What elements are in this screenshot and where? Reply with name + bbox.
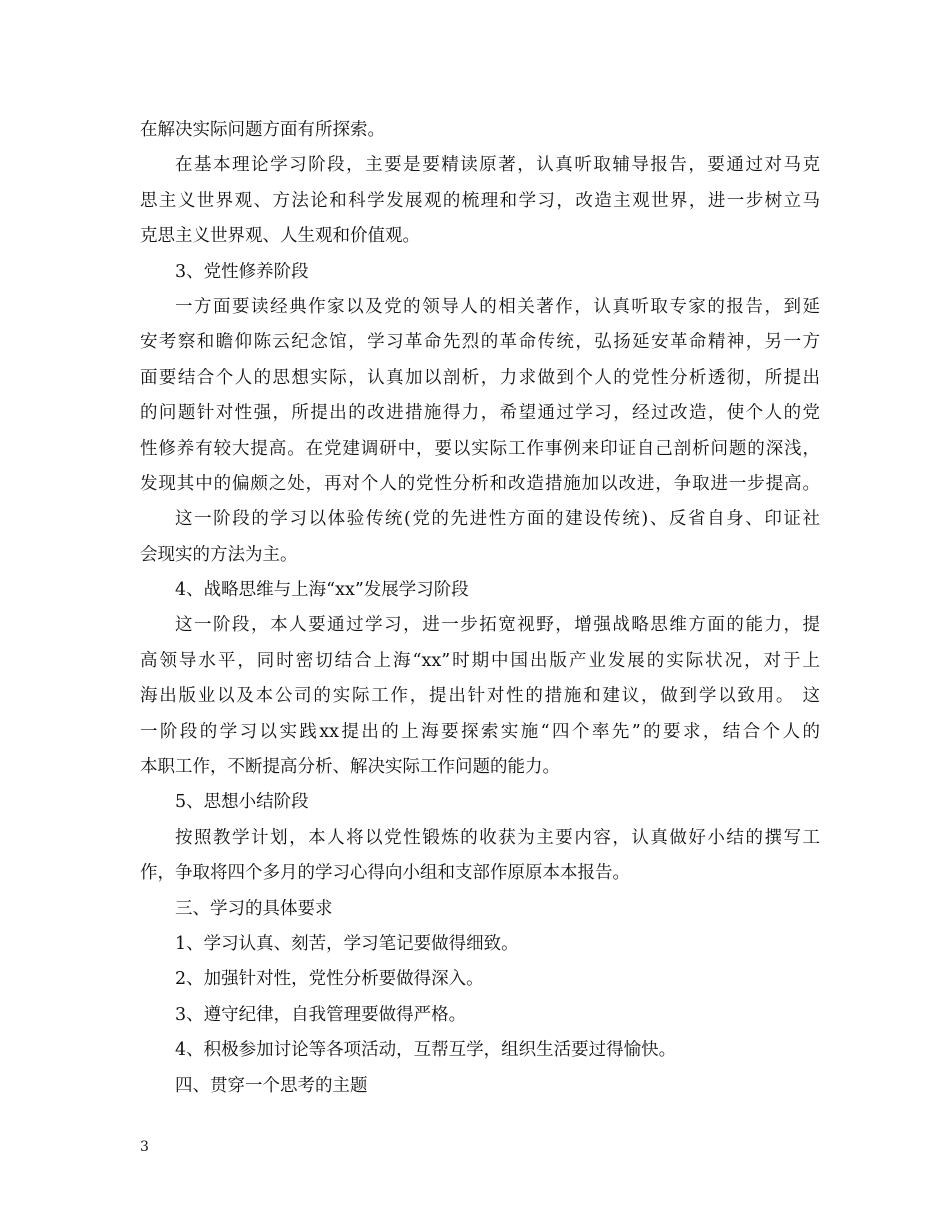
text-line: 作，争取将四个多月的学习心得向小组和支部作原原本本报告。 <box>140 863 630 884</box>
text-line: 性修养有较大提高。在党建调研中，要以实际工作事例来印证自己剖析问题的深浅， <box>140 438 820 459</box>
text-line: 高领导水平，同时密切结合上海“xx”时期中国出版产业发展的实际状况，对于上 <box>140 650 820 671</box>
text-line: 安考察和瞻仰陈云纪念馆，学习革命先烈的革命传统，弘扬延安革命精神，另一方 <box>140 332 820 353</box>
text-line: 一阶段的学习以实践xx提出的上海要探索实施“四个率先”的要求，结合个人的 <box>140 721 820 742</box>
text-line: 按照教学计划，本人将以党性锻炼的收获为主要内容，认真做好小结的撰写工 <box>175 827 820 848</box>
text-line: 3、党性修养阶段 <box>175 261 309 282</box>
text-line: 4、战略思维与上海“xx”发展学习阶段 <box>175 580 469 601</box>
text-line: 本职工作，不断提高分析、解决实际工作问题的能力。 <box>140 757 560 778</box>
text-line: 一方面要读经典作家以及党的领导人的相关著作，认真听取专家的报告，到延 <box>175 296 820 317</box>
text-line: 三、学习的具体要求 <box>175 898 333 919</box>
page-number: 3 <box>140 1139 149 1155</box>
text-line: 发现其中的偏颇之处，再对个人的党性分析和改造措施加以改进，争取进一步提高。 <box>140 473 820 494</box>
text-line: 在解决实际问题方面有所探索。 <box>140 120 385 140</box>
text-line: 2、加强针对性，党性分析要做得深入。 <box>175 969 484 990</box>
document-body <box>140 113 820 1104</box>
text-line: 1、学习认真、刻苦，学习笔记要做得细致。 <box>175 933 519 954</box>
text-line: 四、贯穿一个思考的主题 <box>175 1075 368 1096</box>
text-line: 思主义世界观、方法论和科学发展观的梳理和学习，改造主观世界，进一步树立马 <box>140 190 820 211</box>
text-line: 5、思想小结阶段 <box>175 792 309 813</box>
text-line: 4、积极参加讨论等各项活动，互帮互学，组织生活要过得愉快。 <box>175 1040 677 1061</box>
text-line: 3、遵守纪律，自我管理要做得严格。 <box>175 1004 467 1025</box>
text-line: 海出版业以及本公司的实际工作，提出针对性的措施和建议，做到学以致用。 这 <box>140 686 820 707</box>
text-line: 这一阶段的学习以体验传统(党的先进性方面的建设传统)、反省自身、印证社 <box>175 509 820 530</box>
text-line: 在基本理论学习阶段，主要是要精读原著，认真听取辅导报告，要通过对马克 <box>175 155 820 176</box>
text-line: 面要结合个人的思想实际，认真加以剖析，力求做到个人的党性分析透彻，所提出 <box>140 367 820 388</box>
text-line: 会现实的方法为主。 <box>140 544 298 565</box>
text-line: 克思主义世界观、人生观和价值观。 <box>140 226 420 247</box>
text-line: 这一阶段，本人要通过学习，进一步拓宽视野，增强战略思维方面的能力，提 <box>175 615 820 636</box>
text-line: 的问题针对性强，所提出的改进措施得力，希望通过学习，经过改造，使个人的党 <box>140 403 820 424</box>
